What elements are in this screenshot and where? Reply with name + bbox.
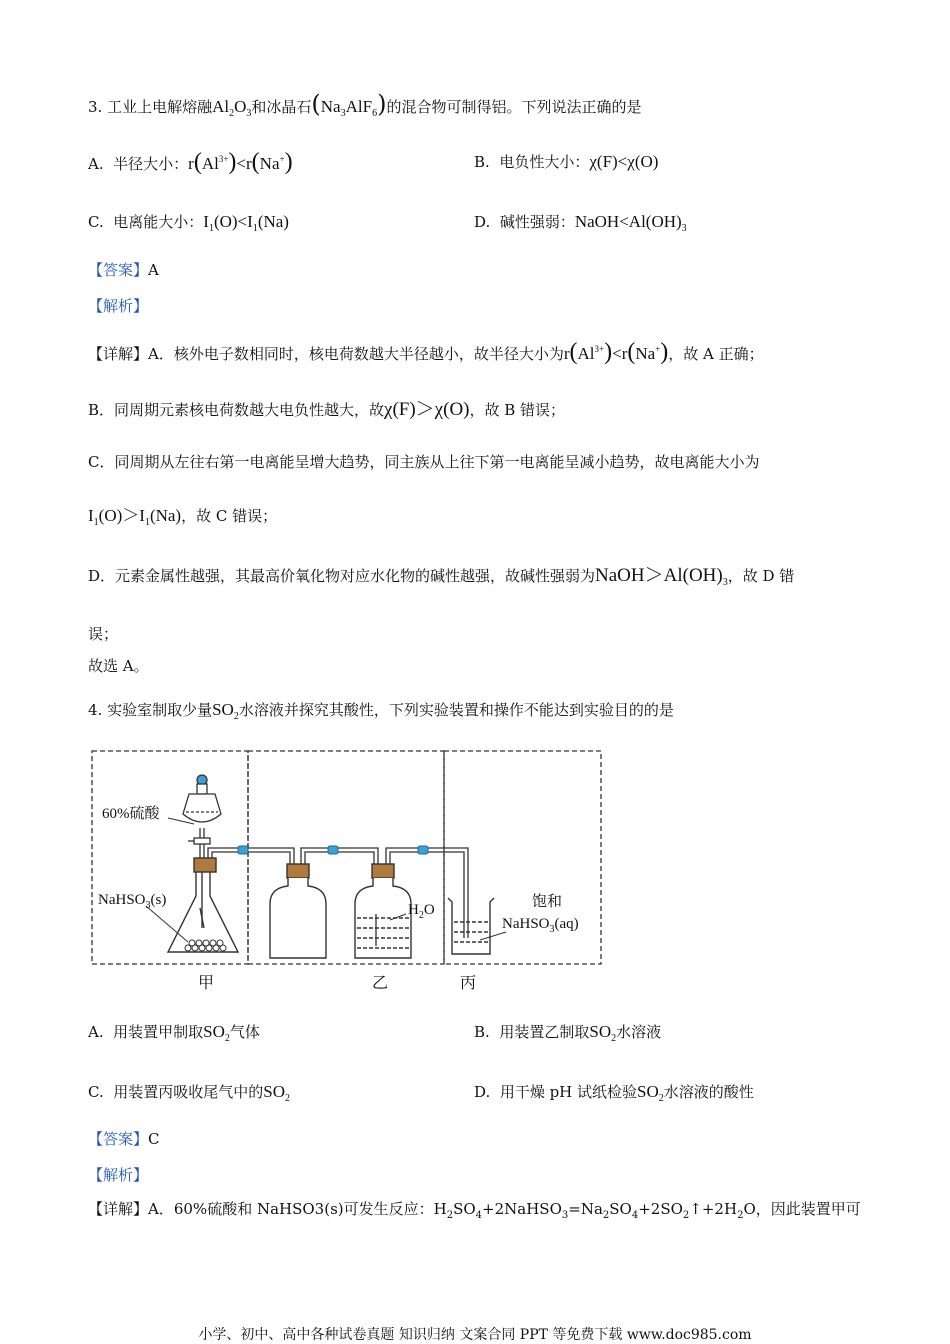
water-gas-bottle — [355, 864, 411, 958]
q4-detail: 【详解】A．60%硫酸和 NaHSO3(s)可发生反应：$H_2SO_4+2NaHSO_3=Na_2SO_4+2SO_2↑+2H_2O$，因此装置甲可 — [88, 1200, 861, 1221]
q4-stem: 4. 实验室制取少量$SO_2$水溶液并探究其酸性，下列实验装置和操作不能达到实验目的的是 — [88, 700, 674, 722]
q3-detail-d: D．元素金属性越强，其最高价氧化物对应水化物的碱性越强，故碱性强弱为$NaOH>Al(OH)_3$，故 D 错 — [88, 565, 795, 588]
solid-label: NaHSO$_3$(s) — [98, 892, 167, 911]
q3-detail-c-cont: $I_1(O)>I_1(Na)$，故 C 错误； — [88, 506, 278, 528]
q3-analysis-tag: 【解析】 — [88, 297, 149, 315]
aq-label: NaHSO$_3$(aq) — [502, 916, 579, 935]
solid-granules — [185, 940, 226, 951]
frame-jia — [92, 751, 601, 964]
q3-option-b: B. 电负性大小：χ(F)<χ(O) — [474, 152, 659, 171]
page-footer: 小学、初中、高中各种试卷真题 知识归纳 文案合同 PPT 等免费下载 www.doc985.com — [198, 1327, 752, 1343]
water-label: $H_2O$ — [408, 902, 435, 921]
q3-option-d: D. 碱性强弱：$NaOH<Al(OH)_3$ — [474, 212, 687, 234]
acid-label: 60%硫酸 — [102, 806, 160, 822]
apparatus-figure — [88, 746, 608, 996]
q3-stem: 3. 工业上电解熔融$Al_2O_3$和冰晶石$(Na_3AlF_6)$的混合物可制得铝。下列说法正确的是 — [88, 90, 642, 119]
q4-option-a: A. 用装置甲制取$SO_2$气体 — [88, 1022, 260, 1044]
q3-detail-a: 【详解】A．核外电子数相同时，核电荷数越大半径越小，故半径大小为$r(Al^{3+})<r(Na^+)$，故 A 正确； — [88, 339, 764, 365]
q3-option-a: A. 半径大小：$r(Al^{3+})<r(Na^+)$ — [88, 149, 293, 175]
separatory-funnel — [183, 775, 221, 864]
tube-clamps — [238, 846, 428, 854]
q3-answer: 【答案】A — [88, 261, 159, 279]
empty-gas-bottle — [270, 864, 326, 958]
q4-option-b: B. 用装置乙制取$SO_2$水溶液 — [474, 1022, 662, 1044]
saturated-label: 饱和 — [532, 894, 563, 910]
label-yi: 乙 — [372, 975, 389, 992]
label-bing: 丙 — [460, 975, 477, 992]
connecting-tubes — [208, 848, 468, 938]
q4-answer: 【答案】C — [88, 1130, 160, 1148]
q3-detail-b: B．同周期元素核电荷数越大电负性越大，故χ(F)＞χ(O)，故 B 错误； — [88, 399, 566, 420]
conical-flask — [168, 858, 238, 952]
q3-detail-d-cont: 误； — [88, 625, 119, 643]
q4-option-d: D. 用干燥 pH 试纸检验$SO_2$水溶液的酸性 — [474, 1082, 754, 1104]
q4-option-c: C. 用装置丙吸收尾气中的$SO_2$ — [88, 1082, 291, 1104]
q4-analysis-tag: 【解析】 — [88, 1166, 149, 1184]
label-jia: 甲 — [198, 975, 215, 992]
q3-option-c: C. 电离能大小：$I_1(O)<I_1(Na)$ — [88, 212, 289, 234]
q3-detail-c: C．同周期从左往右第一电离能呈增大趋势，同主族从上往下第一电离能呈减小趋势，故电离能大小为 — [88, 453, 760, 471]
q3-conclusion: 故选 A。 — [88, 657, 149, 675]
beaker — [448, 898, 494, 954]
